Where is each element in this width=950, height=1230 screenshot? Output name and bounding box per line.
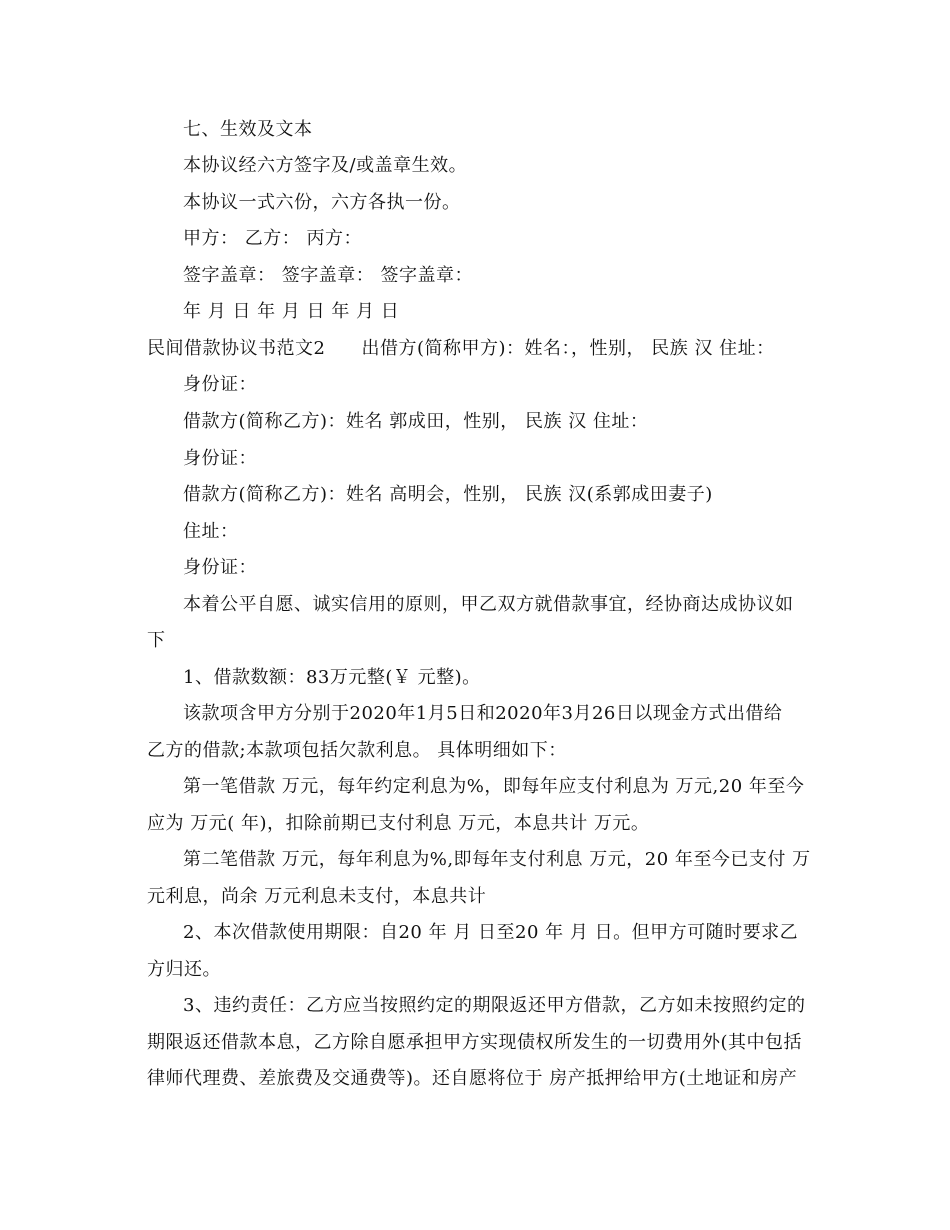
paragraph-line: 应为 万元( 年)，扣除前期已支付利息 万元，本息共计 万元。 <box>147 813 650 834</box>
paragraph-line: 律师代理费、差旅费及交通费等)。还自愿将位于 房产抵押给甲方(土地证和房产 <box>147 1068 798 1089</box>
paragraph-line: 乙方的借款;本款项包括欠款利息。 具体明细如下： <box>147 740 567 761</box>
section-heading-effect: 七、生效及文本 <box>183 119 313 140</box>
paragraph-line: 第二笔借款 万元，每年利息为%,即每年支付利息 万元，20 年至今已支付 万 <box>183 849 811 870</box>
borrower-info: 借款方(简称乙方)：姓名 郭成田，性别， 民族 汉 住址： <box>183 411 649 432</box>
document-title: 民间借款协议书范文2 <box>147 338 326 359</box>
clause-loan-term: 2、本次借款使用期限：自20 年 月 日至20 年 月 日。但甲方可随时要求乙 <box>183 922 799 943</box>
clause-loan-amount: 1、借款数额：83万元整(￥ 元整)。 <box>183 667 481 688</box>
paragraph-line: 下 <box>147 630 166 651</box>
clause-breach-liability: 3、违约责任：乙方应当按照约定的期限返还甲方借款，乙方如未按照约定的 <box>183 995 806 1016</box>
second-document-title-line <box>147 340 775 358</box>
paragraph-line: 第一笔借款 万元，每年约定利息为%，即每年应支付利息为 万元,20 年至今 <box>183 776 805 797</box>
date-placeholders: 年 月 日 年 月 日 年 月 日 <box>183 301 400 322</box>
paragraph-line: 身份证： <box>183 557 257 578</box>
paragraph-line: 本协议一式六份，六方各执一份。 <box>183 192 461 213</box>
paragraph-line: 本着公平自愿、诚实信用的原则，甲乙双方就借款事宜，经协商达成协议如 <box>183 594 794 615</box>
paragraph-line: 本协议经六方签字及/或盖章生效。 <box>183 155 468 176</box>
lender-info: 出借方(简称甲方)：姓名：，性别， 民族 汉 住址： <box>361 338 775 359</box>
paragraph-line: 期限返还借款本息，乙方除自愿承担甲方实现债权所发生的一切费用外(其中包括 <box>147 1032 803 1053</box>
paragraph-line: 该款项含甲方分别于2020年1月5日和2020年3月26日以现金方式出借给 <box>183 703 783 724</box>
paragraph-line: 元利息，尚余 万元利息未支付，本息共计 <box>147 886 487 907</box>
paragraph-line: 方归还。 <box>147 959 221 980</box>
signature-labels: 签字盖章： 签字盖章： 签字盖章： <box>183 265 473 286</box>
paragraph-line: 身份证： <box>183 448 257 469</box>
paragraph-line: 住址： <box>183 521 239 542</box>
borrower-info: 借款方(简称乙方)：姓名 高明会，性别， 民族 汉(系郭成田妻子) <box>183 484 713 505</box>
party-labels: 甲方： 乙方： 丙方： <box>183 228 362 249</box>
paragraph-line: 身份证： <box>183 374 257 395</box>
